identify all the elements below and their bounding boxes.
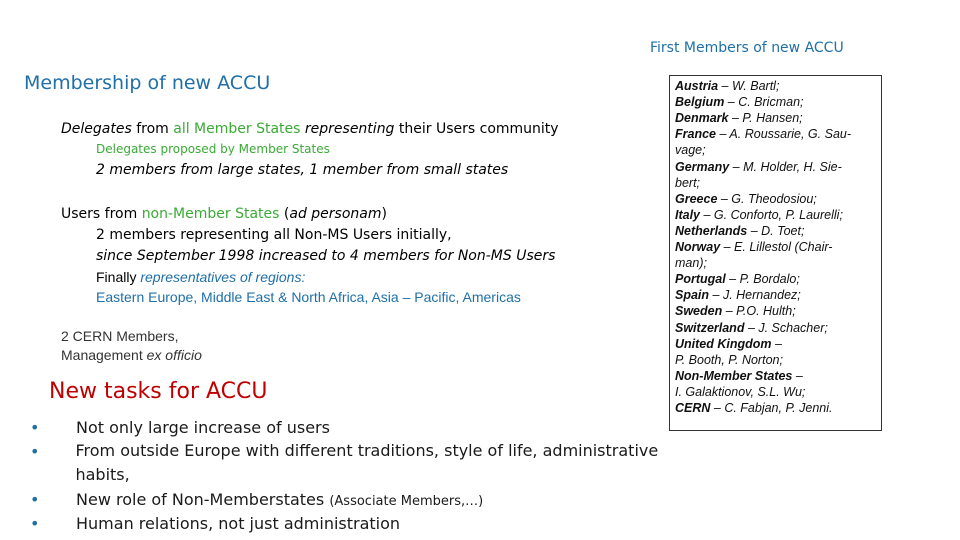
users-line [61,206,387,222]
users-since: since September 1998 increased to 4 members for Non-MS Users [96,248,556,264]
member-country: CERN [675,401,711,415]
task-text-3-note: (Associate Members,…) [329,494,484,509]
member-names: – A. Roussarie, G. Sau- [716,127,852,142]
member-country: Spain [675,288,710,303]
member-names: – P.O. Hulth; [722,304,796,319]
regions-list: Eastern Europe, Middle East & North Africa, Asia – Pacific, Americas [96,289,521,305]
member-names: – M. Holder, H. Sie- [729,159,842,174]
member-country: United Kingdom [675,336,772,351]
paren-open: ( [279,206,290,222]
member-line [675,288,801,302]
member-country: Portugal [675,272,726,287]
member-names: – W. Bartl; [718,79,780,93]
ad-personam: ad personam [289,206,382,222]
member-line [675,337,782,351]
member-line [675,160,842,174]
member-names: – C. Fabjan, P. Jenni. [710,401,833,415]
member-line [675,240,832,254]
member-country: France [675,127,716,142]
member-line [675,256,707,270]
delegates-line [61,121,559,137]
member-country: Denmark [675,111,729,126]
delegates-subline: Delegates proposed by Member States [96,142,330,156]
bullet-icon: • [30,418,40,437]
task-bullet-1 [30,418,330,437]
paren-close: ) [381,206,387,222]
finally-prefix: Finally [96,269,141,285]
member-line [675,111,803,125]
member-names: vage; [675,143,706,158]
member-line [675,192,817,206]
delegates-count: 2 members from large states, 1 member from small states [96,162,509,178]
member-names: I. Galaktionov, S.L. Wu; [675,384,806,399]
task-text-1: Not only large increase of users [76,418,330,437]
member-line [675,353,783,367]
non-member-states: non-Member States [141,206,280,222]
bullet-icon: • [30,442,40,461]
member-line [675,79,779,93]
member-names: – G. Conforto, P. Laurelli; [700,207,843,222]
ex-officio: ex officio [146,347,202,363]
task-text-4: Human relations, not just administration [76,514,401,533]
page-title: Membership of new ACCU [24,72,271,94]
member-country: Austria [675,79,719,93]
member-names: – [792,368,803,383]
task-bullet-3 [30,490,483,509]
member-line [675,321,828,335]
member-names: – P. Bordalo; [725,272,800,287]
regions-label: representatives of regions: [140,269,306,285]
delegates-word: Delegates [61,121,132,137]
member-country: Non-Member States [675,368,793,383]
task-text-2: From outside Europe with different traditions, style of life, administrative habits, [75,441,659,484]
member-country: Italy [675,207,701,222]
users-finally [96,269,305,285]
member-country: Greece [675,191,718,206]
task-text-3-main: New role of Non-Memberstates [76,490,330,509]
member-names: man); [675,256,707,271]
member-names: – G. Theodosiou; [717,191,817,206]
member-names: – D. Toet; [747,223,805,238]
member-names: – P. Hansen; [728,111,803,126]
member-country: Sweden [675,304,723,319]
member-country: Belgium [675,95,725,110]
bullet-icon: • [30,514,40,533]
users-initial: 2 members representing all Non-MS Users initially, [96,227,452,243]
member-line [675,95,804,109]
users-from: Users from [61,206,142,222]
member-country: Germany [675,159,730,174]
member-country: Switzerland [675,320,745,335]
representing-word: representing [300,121,395,137]
task-bullet-2 [30,442,710,487]
first-members-title: First Members of new ACCU [650,40,844,56]
member-names: P. Booth, P. Norton; [675,352,783,367]
member-line [675,143,706,157]
member-names: – E. Lillestol (Chair- [720,240,833,254]
member-line [675,401,833,415]
member-country: Norway [675,240,721,254]
member-line [675,127,851,141]
member-country: Netherlands [675,223,748,238]
member-line [675,369,803,383]
member-names: – J. Hernandez; [709,288,801,303]
member-names: bert; [675,175,701,190]
tasks-heading: New tasks for ACCU [49,379,268,404]
all-member-states: all Member States [173,121,301,137]
member-names: – C. Bricman; [724,95,804,110]
management-line [61,347,202,363]
member-line [675,224,804,238]
member-line [675,304,796,318]
member-line [675,208,843,222]
member-line [675,385,805,399]
member-names: – [771,336,782,351]
member-names: – J. Schacher; [744,320,828,335]
first-members-box [669,75,882,431]
task-bullet-4 [30,514,400,533]
member-line [675,272,800,286]
management-prefix: Management [61,347,147,363]
task-text-3 [76,490,483,509]
bullet-icon: • [30,490,40,509]
from-word: from [131,121,174,137]
users-community: their Users community [394,121,559,137]
member-line [675,176,700,190]
cern-members-line: 2 CERN Members, [61,328,179,344]
